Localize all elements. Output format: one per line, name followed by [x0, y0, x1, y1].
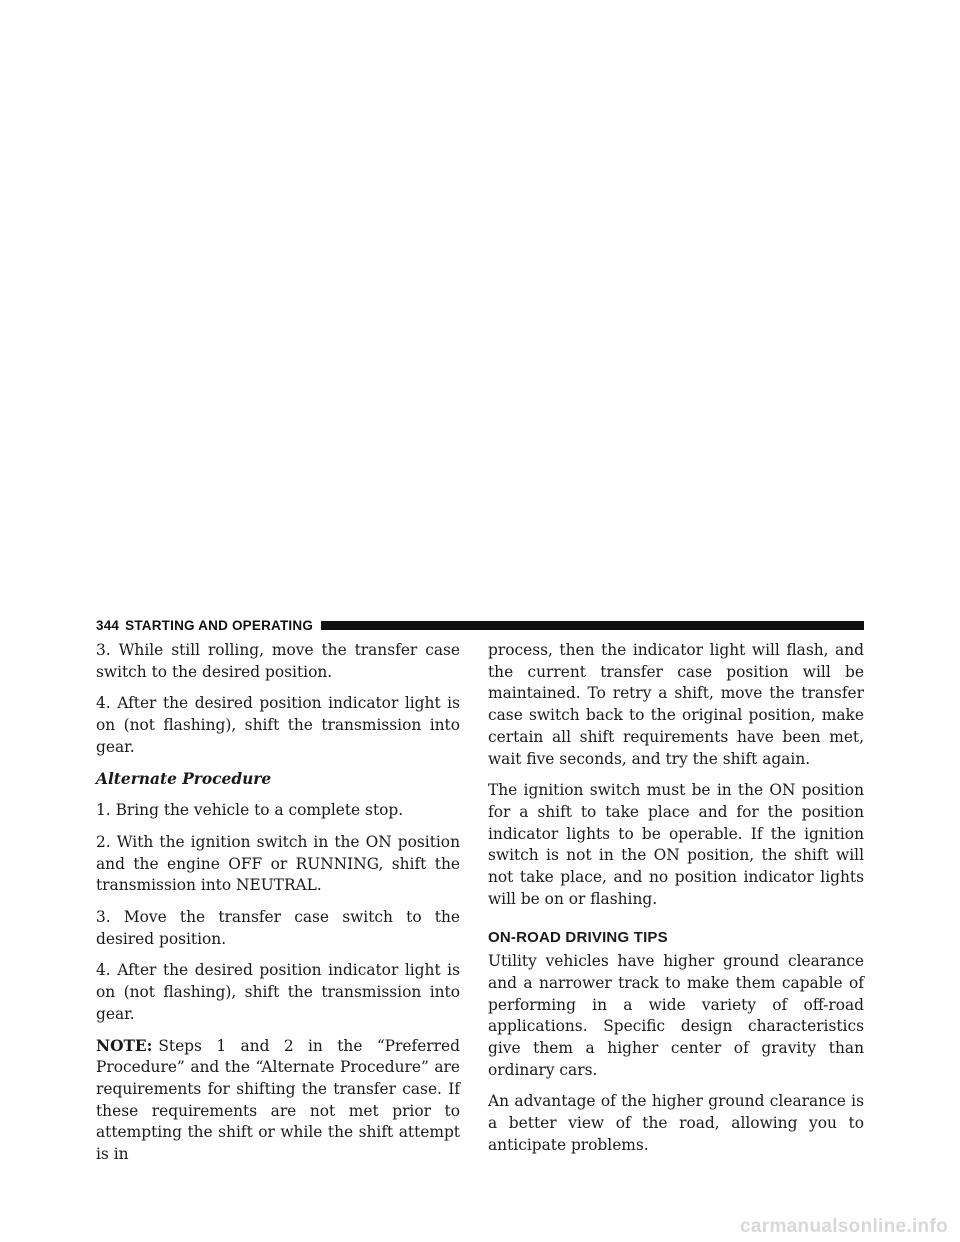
paragraph: 2. With the ignition switch in the ON position and the engine OFF or RUNNING, shift the transmission into NEUTRAL. [96, 832, 460, 895]
paragraph: The ignition switch must be in the ON position for a shift to take place and for the position indicator lights to be operable. If the ignition switch is not in the ON position, the shift will not take place, and no position indicator lights will be on or flashing. [488, 781, 864, 908]
note-label: NOTE: [96, 1036, 153, 1055]
left-column [96, 640, 460, 1176]
note-text: Steps 1 and 2 in the “Preferred Procedure” and the “Alternate Procedure” are requirements for shifting the transfer case. If these requirements are not met prior to attempting the shift or while the shift attempt is in [96, 1036, 460, 1164]
paragraph: Utility vehicles have higher ground clearance and a narrower track to make them capable of performing in a wide variety of off-road applications. Specific design characteristics give them a higher center of gravity than ordinary cars. [488, 952, 864, 1079]
watermark-logo: carmanualsonline.info [740, 1216, 948, 1237]
section-name: STARTING AND OPERATING [125, 617, 314, 633]
paragraph: 1. Bring the vehicle to a complete stop. [96, 801, 404, 820]
paragraph: 3. Move the transfer case switch to the desired position. [96, 908, 460, 948]
paragraph: 3. While still rolling, move the transfer case switch to the desired position. [96, 641, 460, 681]
header-rule [321, 621, 864, 630]
section-title: ON-ROAD DRIVING TIPS [488, 929, 668, 947]
page-header [96, 615, 864, 635]
note-paragraph [96, 1036, 460, 1166]
header-label [96, 618, 321, 633]
page-number: 344 [96, 617, 120, 633]
paragraph: 4. After the desired position indicator light is on (not flashing), shift the transmission into gear. [96, 961, 460, 1023]
right-column [488, 640, 864, 1166]
paragraph: process, then the indicator light will flash, and the current transfer case position will be maintained. To retry a shift, move the transfer case switch back to the original position, make certain all shift requirements have been met, wait five seconds, and try the shift again. [488, 641, 864, 768]
subheading-alternate-procedure: Alternate Procedure [96, 769, 272, 788]
paragraph: 4. After the desired position indicator light is on (not flashing), shift the transmission into gear. [96, 694, 460, 756]
paragraph: An advantage of the higher ground clearance is a better view of the road, allowing you to anticipate problems. [488, 1092, 864, 1154]
